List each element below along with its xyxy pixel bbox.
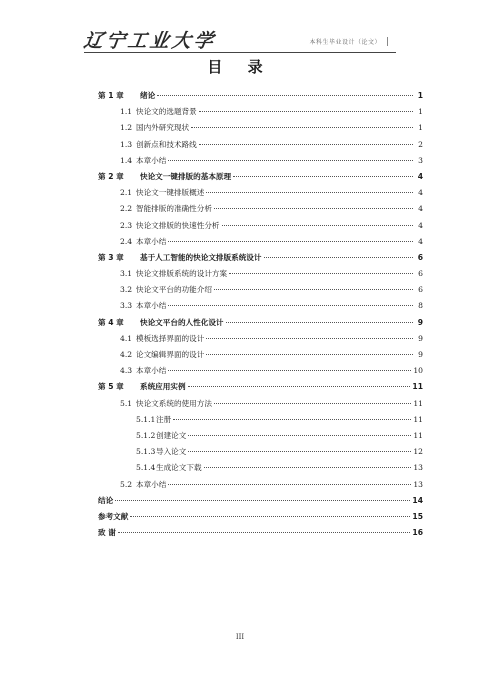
toc-entry-number: 2.4 (120, 236, 133, 246)
toc-entry-title: 本章小结 (136, 366, 167, 376)
toc-entry-page: 11 (413, 430, 423, 440)
toc-entry[interactable] (98, 218, 423, 234)
page-header (84, 24, 396, 53)
toc-entry-title: 模板选择界面的设计 (136, 333, 205, 343)
toc-entry[interactable] (98, 201, 423, 217)
toc-title: 目 录 (207, 58, 273, 76)
toc-entry-number: 1.1 (120, 107, 133, 117)
toc-entry-page: 4 (418, 204, 423, 214)
toc-entry[interactable] (98, 120, 423, 136)
toc-entry[interactable] (98, 444, 423, 460)
toc-entry-title: 快论文的选题背景 (136, 107, 197, 117)
toc-entry[interactable] (98, 88, 423, 104)
toc-entry-title: 创新点和技术路线 (136, 139, 197, 149)
toc-entry-title: 快论文一键排版的基本原理 (140, 171, 232, 181)
toc-entry[interactable] (98, 266, 423, 282)
toc-entry-title: 快论文一键排版概述 (136, 188, 205, 198)
toc-entry[interactable] (98, 169, 423, 185)
toc-entry-number: 5.1.1 (136, 414, 156, 424)
toc-entry-page: 4 (418, 220, 423, 230)
dot-leader (130, 516, 410, 517)
toc-entry-page: 6 (417, 252, 423, 262)
toc-entry-page: 16 (412, 528, 423, 538)
toc-entry[interactable] (98, 396, 423, 412)
toc-entry-page: 9 (418, 333, 423, 343)
dot-leader (233, 176, 413, 177)
toc-entry[interactable] (98, 137, 423, 153)
toc-entry-number: 第 1 章 (98, 91, 124, 100)
toc-entry-page: 12 (413, 447, 423, 457)
dot-leader (188, 386, 411, 387)
toc-entry-title: 快论文排版系统的设计方案 (136, 269, 228, 279)
toc-entry-number: 第 5 章 (98, 382, 124, 392)
toc-entry-title: 本章小结 (136, 236, 167, 246)
toc-entry-title: 结论 (98, 495, 114, 505)
dot-leader (188, 451, 411, 452)
toc-entry-page: 11 (413, 398, 423, 408)
dot-leader (168, 305, 413, 306)
toc-entry[interactable] (98, 331, 423, 347)
university-logo: 辽宁工业大学 (82, 30, 218, 52)
toc-entry-number: 第 3 章 (98, 252, 124, 262)
toc-entry-title: 本章小结 (136, 479, 167, 489)
toc-entry-number: 3.2 (120, 285, 133, 295)
toc-entry-number: 2.2 (120, 204, 133, 214)
toc-entry[interactable] (98, 379, 423, 395)
dot-leader (191, 127, 413, 128)
dot-leader (222, 225, 413, 226)
dot-leader (229, 273, 413, 274)
toc-entry-page: 3 (418, 155, 423, 165)
toc-entry-page: 11 (413, 414, 423, 424)
dot-leader (204, 467, 412, 468)
dot-leader (226, 322, 413, 323)
toc-entry-page: 1 (418, 107, 423, 117)
toc-entry-number: 5.2 (120, 479, 133, 489)
toc-entry-number: 1.4 (120, 155, 133, 165)
toc-entry-title: 快论文平台的人性化设计 (140, 317, 224, 327)
dot-leader (206, 192, 413, 193)
toc-entry-number: 第 4 章 (98, 317, 124, 327)
dot-leader (115, 500, 410, 501)
toc-entry[interactable] (98, 298, 423, 314)
dot-leader (168, 370, 411, 371)
toc-entry-page: 13 (413, 479, 423, 489)
dot-leader (199, 111, 413, 112)
toc-entry-title: 绪论 (140, 91, 156, 100)
toc-entry-title: 快论文系统的使用方法 (136, 398, 212, 408)
toc-entry[interactable] (98, 477, 423, 493)
toc-entry-page: 9 (418, 350, 423, 359)
toc-entry-title: 快论文排版的快速性分析 (136, 220, 220, 230)
dot-leader (214, 208, 413, 209)
toc-entry-page: 8 (418, 301, 423, 311)
toc-entry[interactable] (98, 234, 423, 250)
toc-entry-title: 智能排版的准确性分析 (136, 204, 212, 214)
dot-leader (168, 160, 413, 161)
toc-entry[interactable] (98, 428, 423, 444)
dot-leader (168, 241, 413, 242)
toc-entry-number: 5.1 (120, 398, 133, 408)
dot-leader (188, 435, 411, 436)
dot-leader (206, 354, 413, 355)
toc-entry-title: 致 谢 (98, 528, 116, 538)
toc-entry-page: 1 (418, 123, 423, 133)
toc-entry[interactable] (98, 363, 423, 379)
dot-leader (214, 403, 411, 404)
toc-entry[interactable] (98, 347, 423, 363)
toc-entry[interactable] (98, 509, 423, 525)
dot-leader (118, 532, 411, 533)
toc-entry[interactable] (98, 493, 423, 509)
toc-entry[interactable] (98, 460, 423, 476)
toc-entry-title: 本章小结 (136, 301, 167, 311)
toc-entry-number: 3.3 (120, 301, 133, 311)
dot-leader (206, 338, 413, 339)
dot-leader (168, 484, 411, 485)
toc-entry[interactable] (98, 412, 423, 428)
toc-entry-number: 4.2 (120, 350, 133, 359)
toc-entry-number: 1.3 (120, 139, 133, 149)
dot-leader (157, 95, 413, 96)
toc-entry-title: 快论文平台的功能介绍 (136, 285, 212, 295)
toc-entry-title: 论文编辑界面的设计 (136, 350, 205, 359)
toc-entry-title: 参考文献 (98, 511, 129, 521)
toc-entry-number: 2.1 (120, 188, 133, 198)
toc-entry-number: 1.2 (120, 123, 133, 133)
header-caption: 本科生毕业设计（论文） (309, 37, 388, 46)
toc-entry-title: 注册 (156, 414, 172, 424)
toc-entry-page: 9 (417, 317, 423, 327)
toc-entry-number: 3.1 (120, 269, 133, 279)
toc-entry-page: 14 (412, 495, 423, 505)
toc-entry-number: 2.3 (120, 220, 133, 230)
toc-entry-page: 6 (418, 269, 423, 279)
toc-entry[interactable] (98, 104, 423, 120)
toc-entry-page: 4 (417, 171, 423, 181)
toc-entry-number: 4.1 (120, 333, 133, 343)
toc-entry[interactable] (98, 185, 423, 201)
toc-entry-page: 11 (412, 382, 423, 392)
toc-entry-page: 6 (418, 285, 423, 295)
toc-entry[interactable] (98, 250, 423, 266)
toc-entry[interactable] (98, 315, 423, 331)
toc-entry-number: 5.1.3 (136, 447, 156, 457)
dot-leader (173, 419, 411, 420)
toc-entry-number: 5.1.4 (136, 463, 156, 473)
toc-entry-page: 2 (418, 139, 423, 149)
toc-entry-title: 基于人工智能的快论文排版系统设计 (140, 252, 262, 262)
toc-entry[interactable] (98, 282, 423, 298)
toc-entry-title: 导入论文 (156, 447, 187, 457)
toc-entry-page: 4 (418, 236, 423, 246)
toc-entry-page: 10 (413, 366, 423, 376)
dot-leader (264, 257, 414, 258)
toc-entry-number: 5.1.2 (136, 430, 156, 440)
toc-entry-title: 系统应用实例 (140, 382, 186, 392)
toc-entry-title: 创建论文 (156, 430, 187, 440)
toc-entry-title: 生成论文下载 (156, 463, 202, 473)
dot-leader (199, 144, 413, 145)
toc-entry-number: 4.3 (120, 366, 133, 376)
toc-entry-page: 13 (413, 463, 423, 473)
page-number: III (235, 633, 245, 641)
toc-entry-number: 第 2 章 (98, 171, 124, 181)
toc-entry-title: 国内外研究现状 (136, 123, 190, 133)
toc-entry-page: 1 (417, 91, 423, 100)
toc-entry[interactable] (98, 153, 423, 169)
toc-entry-title: 本章小结 (136, 155, 167, 165)
table-of-contents (98, 88, 423, 541)
dot-leader (214, 289, 413, 290)
toc-entry-page: 15 (412, 511, 423, 521)
toc-entry-page: 4 (418, 188, 423, 198)
toc-entry[interactable] (98, 525, 423, 541)
